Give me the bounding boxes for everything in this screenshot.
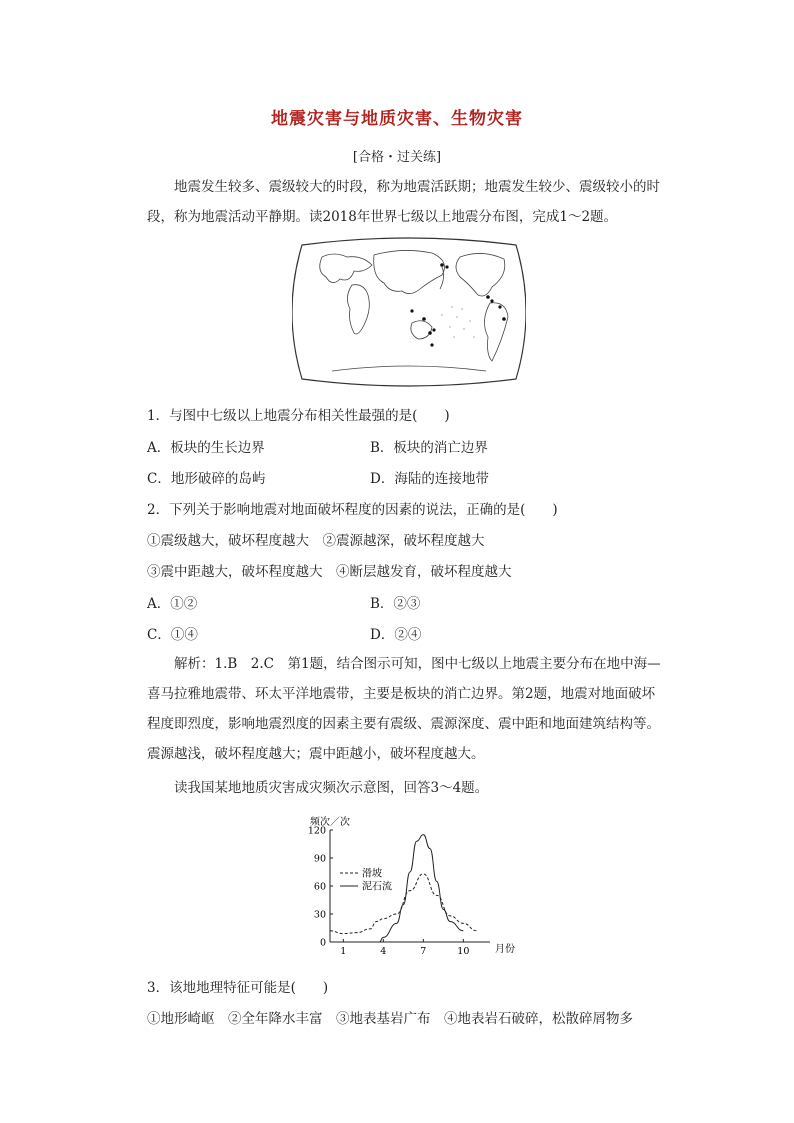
x-tick-label: 4 (380, 946, 387, 957)
question-1-stem: 1．与图中七级以上地震分布相关性最强的是( ) (147, 408, 450, 424)
analysis-paragraph: 解析：1.B 2.C 第1题，结合图示可知，图中七级以上地震主要分布在地中海—喜马拉雅地震带、环太平洋地震带，主要是板块的消亡边界。第2题，地震对地面破坏程度即烈度，影响地震烈度的因素主要有震级、震源深度、震中距和地面建筑结构等。震源越浅，破坏程度越大；震中距越小，破坏程度越大。 (147, 656, 661, 762)
document-title: 地震灾害与地质灾害、生物灾害 (271, 109, 523, 129)
x-tick-label: 10 (457, 946, 470, 957)
chart-ylabel: 频次／次 (310, 817, 350, 828)
legend-label-2: 泥石流 (362, 881, 392, 893)
question-1-option-d: D．海陆的连接地带 (370, 471, 489, 487)
question-2-option-a: A．①② (147, 596, 198, 612)
question-1-option-c: C．地形破碎的岛屿 (147, 471, 266, 487)
y-tick-label: 30 (313, 909, 326, 921)
question-2-statements-1: ①震级越大，破坏程度越大 ②震源越深，破坏程度越大 (147, 533, 485, 549)
question-3-stem: 3．该地地理特征可能是( ) (147, 980, 329, 996)
y-tick-label: 120 (307, 825, 326, 837)
chart-xlabel: 月份 (495, 944, 515, 955)
question-1-option-b: B．板块的消亡边界 (370, 440, 488, 456)
question-2-option-d: D．②④ (370, 627, 422, 643)
question-1-option-a: A．板块的生长边界 (147, 440, 265, 456)
question-2-statements-2: ③震中距越大，破坏程度越大 ④断层越发育，破坏程度越大 (147, 564, 512, 580)
disaster-frequency-chart (300, 812, 530, 962)
y-tick-label: 60 (313, 881, 326, 893)
document-subtitle: [合格・过关练] (352, 150, 442, 165)
question-2-option-b: B．②③ (370, 596, 421, 612)
y-tick-label: 90 (313, 853, 326, 865)
series-line-1 (330, 874, 477, 934)
world-earthquake-map (292, 237, 526, 387)
question-2-option-c: C．①④ (147, 627, 198, 643)
intro-2-paragraph: 读我国某地地质灾害成灾频次示意图，回答3～4题。 (174, 780, 489, 796)
y-tick-label: 0 (319, 937, 326, 949)
question-2-stem: 2．下列关于影响地震对地面破坏程度的因素的说法，正确的是( ) (147, 502, 558, 518)
legend-label-1: 滑坡 (362, 868, 382, 880)
intro-paragraph: 地震发生较多、震级较大的时段，称为地震活跃期；地震发生较少、震级较小的时段，称为地震活动平静期。读2018年世界七级以上地震分布图，完成1～2题。 (147, 179, 660, 225)
x-tick-label: 7 (420, 946, 427, 957)
question-3-statements: ①地形崎岖 ②全年降水丰富 ③地表基岩广布 ④地表岩石破碎，松散碎屑物多 (147, 1011, 633, 1027)
x-tick-label: 1 (340, 946, 347, 957)
